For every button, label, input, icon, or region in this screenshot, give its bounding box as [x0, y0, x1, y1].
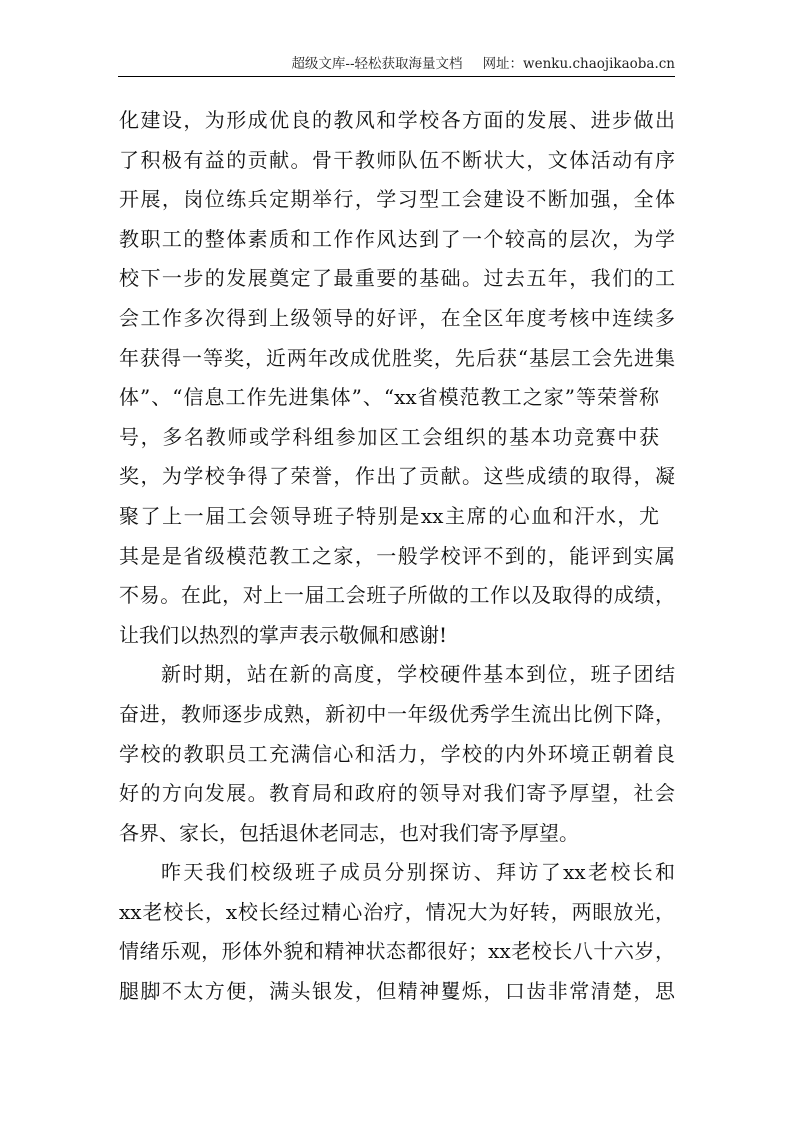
- paragraph-line: 各界、家长，包括退休老同志，也对我们寄予厚望。: [119, 820, 579, 845]
- paragraph-line: 体”、“信息工作先进集体”、“xx省模范教工之家”等荣誉称: [119, 385, 659, 410]
- page-header: [118, 54, 675, 77]
- paragraph-line: 年获得一等奖，近两年改成优胜奖，先后获“基层工会先进集: [119, 345, 675, 370]
- paragraph-line: 让我们以热烈的掌声表示敬佩和感谢!: [119, 622, 448, 647]
- paragraph-line: 其是是省级模范教工之家，一般学校评不到的，能评到实属: [119, 543, 675, 568]
- document-body: [119, 104, 675, 1015]
- paragraph-line: 号，多名教师或学科组参加区工会组织的基本功竞赛中获: [119, 424, 659, 449]
- paragraph-line: 会工作多次得到上级领导的好评，在全区年度考核中连续多: [119, 305, 675, 330]
- site-url: 网址：wenku.chaojikaoba.cn: [482, 56, 675, 72]
- paragraph-line: 不易。在此，对上一届工会班子所做的工作以及取得的成绩，: [119, 583, 675, 608]
- paragraph-line: 奖，为学校争得了荣誉，作出了贡献。这些成绩的取得，凝: [119, 464, 675, 489]
- paragraph-line: 教职工的整体素质和工作作风达到了一个较高的层次，为学: [119, 226, 675, 251]
- paragraph-line: 昨天我们校级班子成员分别探访、拜访了xx老校长和: [161, 860, 675, 885]
- paragraph-line: 化建设，为形成优良的教风和学校各方面的发展、进步做出: [119, 108, 675, 132]
- paragraph-line: 了积极有益的贡献。骨干教师队伍不断状大，文体活动有序: [119, 147, 675, 172]
- paragraph-line: 好的方向发展。教育局和政府的领导对我们寄予厚望，社会: [119, 781, 675, 806]
- paragraph-line: 校下一步的发展奠定了最重要的基础。过去五年，我们的工: [119, 266, 675, 291]
- paragraph-line: 腿脚不太方便，满头银发，但精神矍烁，口齿非常清楚，思: [119, 979, 675, 1004]
- paragraph-line: 新时期，站在新的高度，学校硬件基本到位，班子团结: [161, 662, 675, 687]
- paragraph-line: 开展，岗位练兵定期举行，学习型工会建设不断加强，全体: [119, 187, 675, 212]
- paragraph-line: 学校的教职员工充满信心和活力，学校的内外环境正朝着良: [119, 741, 675, 766]
- paragraph-line: 聚了上一届工会领导班子特别是xx主席的心血和汗水，尤: [119, 503, 659, 528]
- paragraph-line: 情绪乐观，形体外貌和精神状态都很好；xx老校长八十六岁，: [119, 939, 675, 964]
- paragraph-line: 奋进，教师逐步成熟，新初中一年级优秀学生流出比例下降，: [119, 701, 675, 726]
- paragraph-line: xx老校长，x校长经过精心治疗，情况大为好转，两眼放光，: [119, 899, 675, 924]
- site-name: 超级文库--轻松获取海量文档: [291, 56, 463, 72]
